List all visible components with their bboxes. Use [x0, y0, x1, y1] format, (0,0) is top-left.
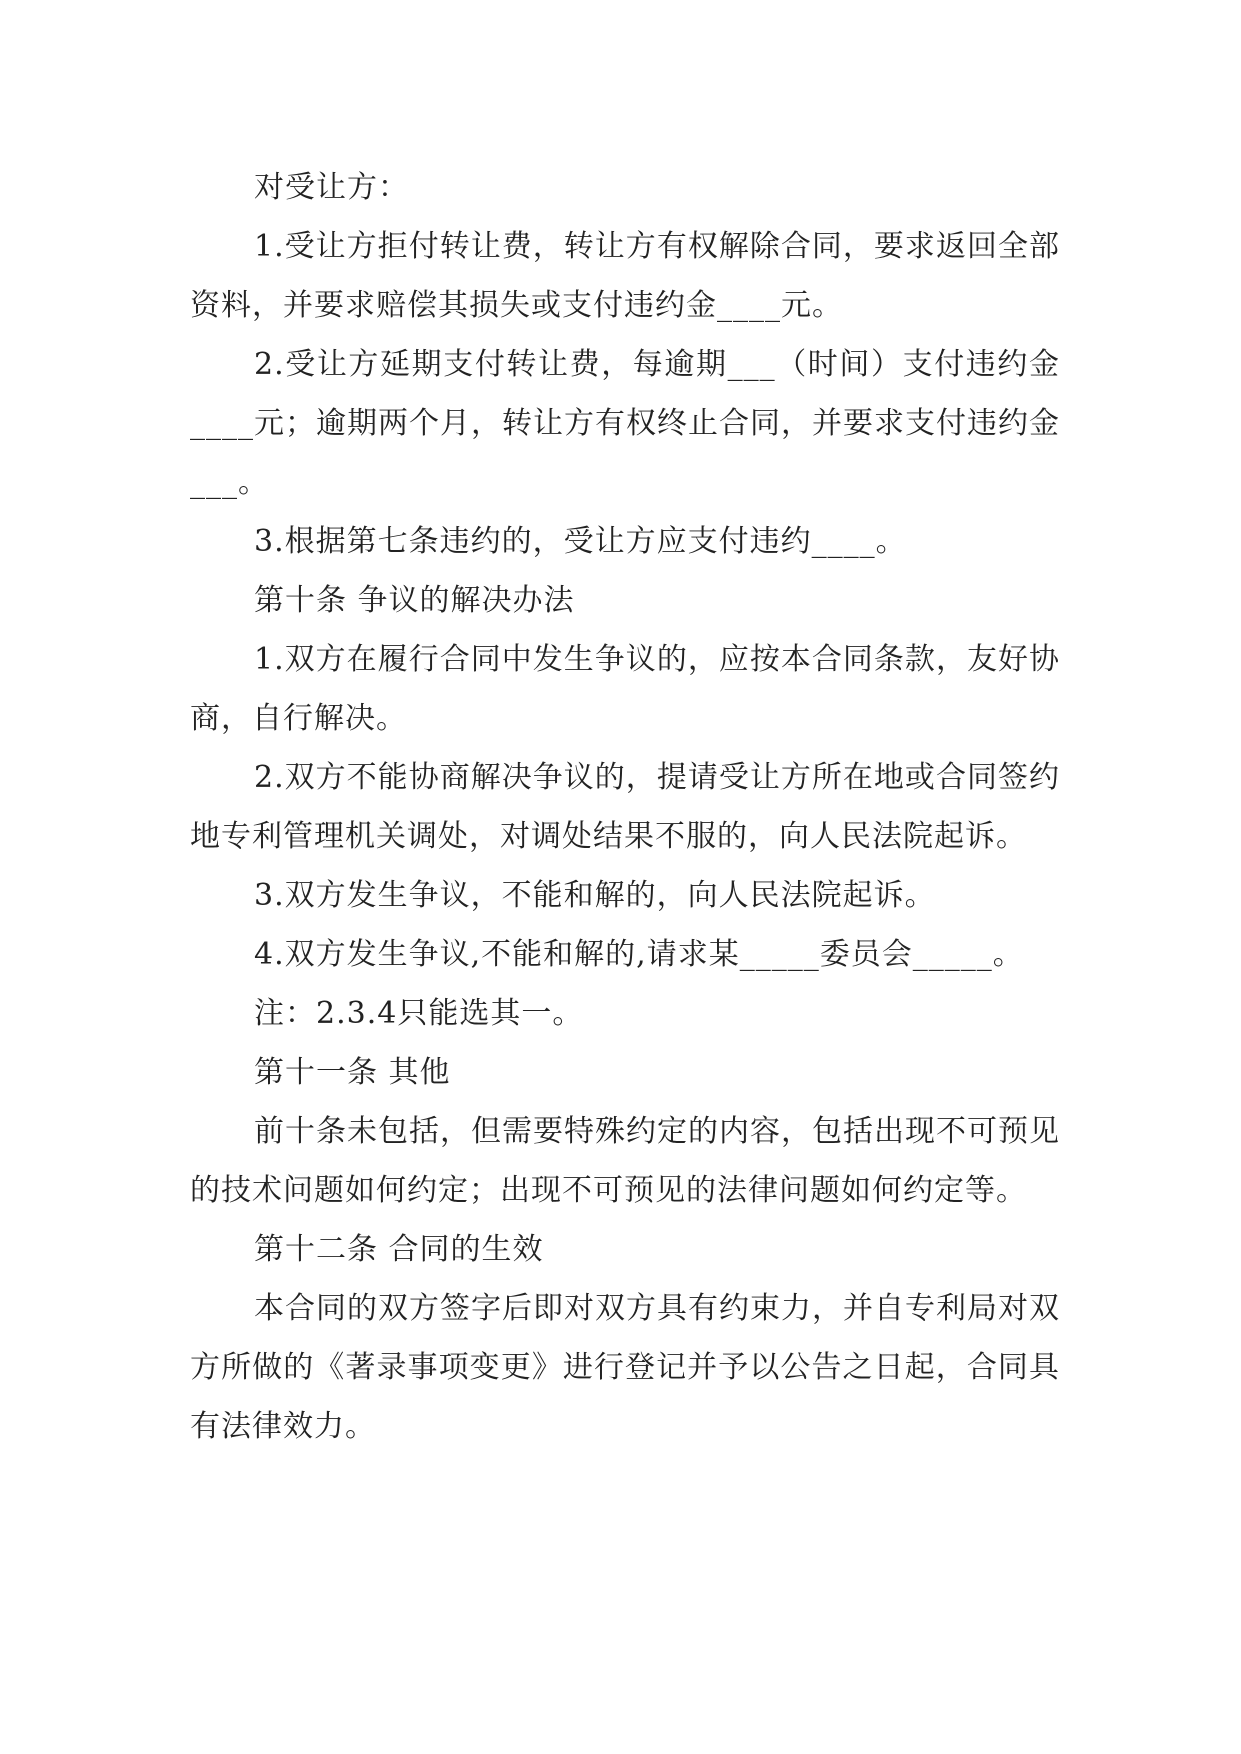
section-heading-licensee: 对受让方： — [254, 170, 409, 205]
clause-paragraph: 2.双方不能协商解决争议的，提请受让方所在地或合同签约地专利管理机关调处，对调处结果不服的，向人民法院起诉。 — [190, 760, 1060, 854]
clause-paragraph: 3.双方发生争议，不能和解的，向人民法院起诉。 — [254, 878, 936, 913]
clause-paragraph: 1.双方在履行合同中发生争议的，应按本合同条款，友好协商，自行解决。 — [190, 642, 1060, 736]
clause-paragraph: 前十条未包括，但需要特殊约定的内容，包括出现不可预见的技术问题如何约定；出现不可预见的法律问题如何约定等。 — [190, 1114, 1060, 1208]
clause-paragraph: 2.受让方延期支付转让费，每逾期___（时间）支付违约金____元；逾期两个月，转让方有权终止合同，并要求支付违约金___。 — [190, 347, 1060, 500]
article-heading-12: 第十二条 合同的生效 — [254, 1232, 544, 1267]
clause-paragraph: 1.受让方拒付转让费，转让方有权解除合同，要求返回全部资料，并要求赔偿其损失或支付违约金____元。 — [190, 229, 1060, 323]
note-paragraph: 注：2.3.4只能选其一。 — [254, 996, 584, 1031]
article-heading-10: 第十条 争议的解决办法 — [254, 583, 575, 618]
document-body — [190, 158, 1060, 1456]
clause-paragraph: 4.双方发生争议,不能和解的,请求某_____委员会_____。 — [254, 937, 1024, 972]
clause-paragraph: 3.根据第七条违约的，受让方应支付违约____。 — [254, 524, 907, 559]
article-heading-11: 第十一条 其他 — [254, 1055, 451, 1090]
clause-paragraph: 本合同的双方签字后即对双方具有约束力，并自专利局对双方所做的《著录事项变更》进行登记并予以公告之日起，合同具有法律效力。 — [190, 1291, 1060, 1444]
